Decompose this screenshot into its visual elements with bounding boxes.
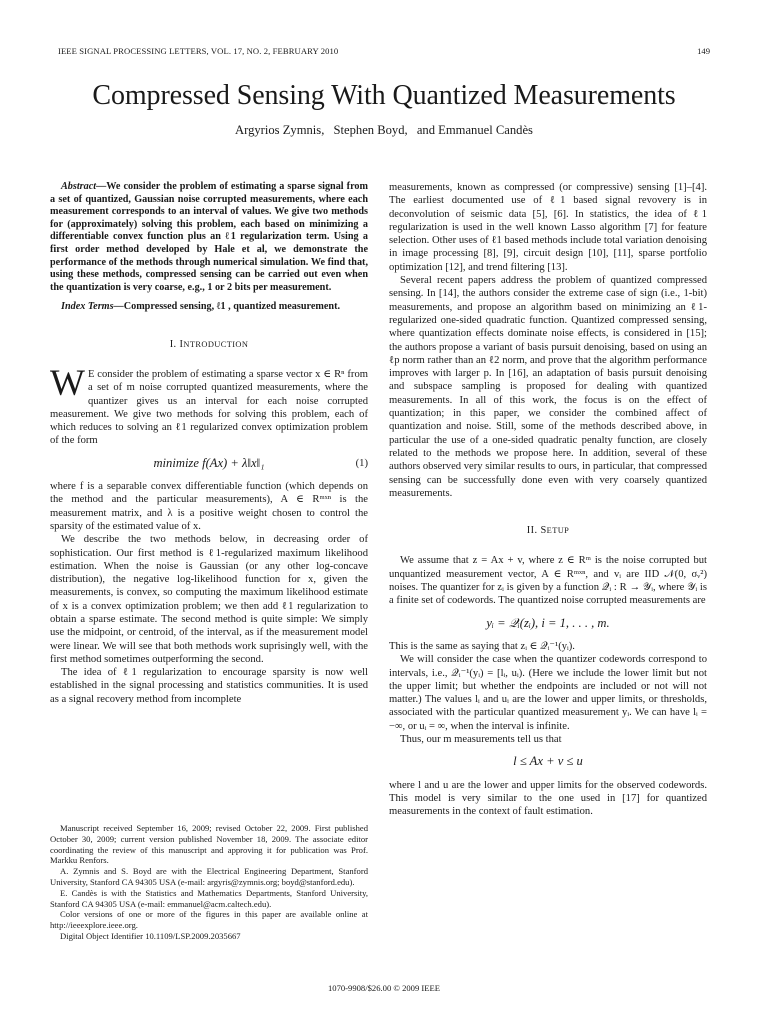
- running-header: IEEE SIGNAL PROCESSING LETTERS, VOL. 17, NO. 2, FEBRUARY 2010: [58, 46, 339, 56]
- copyright-footer: 1070-9908/$26.00 © 2009 IEEE: [327, 983, 441, 993]
- index-terms: [50, 300, 368, 313]
- abstract-label: Abstract—: [61, 181, 107, 192]
- footnote-color: Color versions of one or more of the figures in this paper are available online at http://ieeexplore.ieee.org.: [50, 909, 368, 931]
- section-heading-setup: II. SETUP: [526, 525, 570, 537]
- footnotes: [50, 823, 368, 942]
- equation-1: [50, 457, 368, 470]
- equation-3: [389, 755, 707, 768]
- intro-paragraph-3: We describe the two methods below, in decreasing order of sophistication. Our first method is ℓ1-regularized maximum likelihood estimation. When the noise is Gaussian (or any other log-concave distribution), the negative log-likelihood function for x, given the measurements, is convex, so computing the maximum likelihood estimate of x is a convex optimization problem; we then add ℓ1 regularization to obtain a sparse estimate. The second method is quite simple: We simply use the midpoint, or centroid, of the interval, as if the measurement model were linear. We will see that both methods work suprisingly well, with the first method sometimes outperforming the second.: [50, 534, 368, 665]
- intro-paragraph-4: The idea of ℓ1 regularization to encourage sparsity is now well established in the signal processing and statistics communities. It is used as a signal recovery method from incomplete: [50, 667, 368, 705]
- setup-paragraph-5: where l and u are the lower and upper limits for the observed codewords. This model is very similar to the one used in [17] for quantized measurements in the context of fault estimation.: [389, 779, 707, 818]
- footnote-affiliation-2: E. Candès is with the Statistics and Mathematics Departments, Stanford University, Stanford CA 94305 USA (e-mail: emmanuel@acm.caltech.edu).: [50, 887, 368, 909]
- setup-paragraph-2: This is the same as saying that zᵢ ∈ 𝒬ᵢ⁻¹(yᵢ).: [389, 640, 575, 652]
- footnote-doi: Digital Object Identifier 10.1109/LSP.2009.2035667: [60, 930, 241, 941]
- index-terms-text: Compressed sensing, ℓ1 , quantized measurement.: [123, 301, 341, 313]
- intro-paragraph-2: where f is a separable convex differentiable function (which depends on the method and the particular measurements), A ∈ Rᵐˣⁿ is the measurement matrix, and λ is a positive weight chosen to control the sparsity of the estimated value of x.: [50, 481, 368, 532]
- equation-2-body: yᵢ = 𝒬ᵢ(zᵢ), i = 1, . . . , m.: [486, 615, 610, 630]
- abstract: [50, 181, 368, 294]
- footnote-affiliation-1: A. Zymnis and S. Boyd are with the Electrical Engineering Department, Stanford University, Stanford CA 94305 USA (e-mail: argyris@zymnis.org; boyd@stanford.edu).: [50, 866, 368, 887]
- setup-paragraph-1: We assume that z = Ax + v, where z ∈ Rᵐ is the noise corrupted but unquantized measurement vector, A ∈ Rᵐˣⁿ, and vᵢ are IID 𝒩(0, σᵥ²) noises. The quantizer for zᵢ is given by a function 𝒬ᵢ : R → 𝒴ᵢ, where 𝒴ᵢ is a finite set of codewords. The quantized noise corrupted measurements are: [389, 555, 707, 607]
- right-column: [389, 181, 707, 818]
- equation-1-body: minimize f(Ax) + λ‖x‖₁: [153, 455, 265, 470]
- equation-3-body: l ≤ Ax + v ≤ u: [513, 754, 583, 769]
- intro-paragraph-1: W E consider the problem of estimating a sparse vector x ∈ Rⁿ from a set of m noise corrupted quantized measurements, where the quantizer gives us an interval for each noise corrupted measurement. We give two methods for solving this problem, each of which reduces to solving an ℓ1 regularized convex optimization problem of the form: [50, 362, 368, 447]
- footnote-manuscript: Manuscript received September 16, 2009; revised October 22, 2009. First published October 30, 2009; current version published November 18, 2009. The associate editor coordinating the review of this manuscript and approving it for publication was Prof. Markku Renfors.: [50, 823, 368, 866]
- setup-paragraph-4: Thus, our m measurements tell us that: [400, 733, 562, 745]
- author-list: [0, 123, 768, 138]
- section-heading-introduction: I. INTRODUCTION: [169, 338, 249, 350]
- setup-paragraph-3: We will consider the case when the quantizer codewords correspond to intervals, i.e., 𝒬ᵢ⁻¹(yᵢ) = [lᵢ, uᵢ). (Here we include the lower limit but not the upper limit; but whether the endpoints are included or not will not matter.) The values lᵢ and uᵢ are the lower and upper limits, or thresholds, associated with the particular quantized measurement yᵢ. We can have lᵢ = −∞, or uᵢ = ∞, when the interval is infinite.: [389, 654, 707, 732]
- page-number: 149: [697, 46, 710, 56]
- paper-title: Compressed Sensing With Quantized Measurements: [92, 80, 676, 111]
- author-1: Argyrios Zymnis,: [235, 123, 325, 137]
- drop-cap: W: [50, 362, 85, 404]
- equation-1-number: (1): [355, 457, 368, 469]
- equation-2: [389, 617, 707, 630]
- author-2: Stephen Boyd,: [333, 123, 408, 137]
- index-terms-label: Index Terms—: [61, 301, 124, 313]
- left-column: [50, 181, 368, 706]
- right-paragraph-2: Several recent papers address the problem of quantized compressed sensing. In [14], the authors consider the extreme case of sign (i.e., 1-bit) measurements, and propose an algorithm based on minimizing an ℓ1-regularized one-sided quadratic function. Quantized compressed sensing, where quantization effects dominate noise effects, is considered in [15]; the authors propose a variant of basis pursuit denoising, based on using an ℓp norm rather than an ℓ2 norm, and prove that the algorithm performance improves with larger p. In [16], an adaptation of basis pursuit denoising and subspace sampling is proposed for dealing with quantized measurements. In all of this work, the focus is on the effect of quantization; in this paper, we consider the combined affect of quantization and noise. Still, some of the methods described above, in particular the use of a one-sided quadratic penalty function, are closely related to the methods we propose here. In addition, several of these authors observed very similar results to ours, in particular, that compressed sensing can be successfully done even with very coarsely quantized measurements.: [389, 275, 707, 499]
- author-3: and Emmanuel Candès: [416, 123, 533, 137]
- abstract-text: We consider the problem of estimating a sparse signal from a set of quantized, Gaussian noise corrupted measurements, where each measurement corresponds to an interval of values. We give two methods for (approximately) solving this problem, each based on minimizing a differentiable convex function plus an ℓ1 regularization term. Using a first order method developed by Hale et al, we demonstrate the performance of the methods through numerical simulation. We find that, using these methods, compressed sensing can be carried out even when the quantization is very coarse, e.g., 1 or 2 bits per measurement.: [50, 181, 368, 293]
- right-paragraph-1: measurements, known as compressed (or compressive) sensing [1]–[4]. The earliest documented use of ℓ1 based signal revovery is in deconvolution of seismic data [5], [6]. In statistics, the idea of ℓ1 regularization is used in the well known Lasso algorithm [7] for feature selection. Other uses of ℓ1 based methods include total variation denoising in image processing [8], [9], circuit design [10], [11], sparse portfolio optimization [12], and trend filtering [13].: [389, 182, 707, 273]
